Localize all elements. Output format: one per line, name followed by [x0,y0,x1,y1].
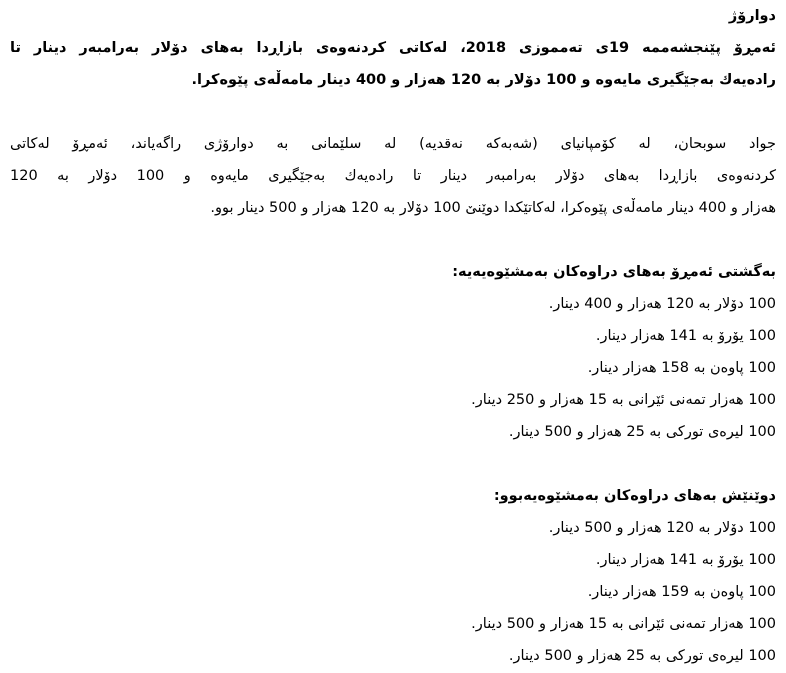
yesterday-rate-item: 100 هەزار تمەنی ئێرانی بە 15 هەزار و 500 دینار. [471,616,776,632]
lead-line-1: ئەمڕۆ پێنجشەممە 19ی تەمموزی 2018، لەکاتی کردنەوەی بازاڕدا بەهای دۆلار بەرامبەر دینار تا [10,40,776,56]
yesterday-rates-heading: دوێنێش بەهای دراوەکان بەمشێوەیەبوو: [493,488,776,504]
today-rate-item: 100 یۆرۆ بە 141 هەزار دینار. [595,328,776,344]
yesterday-rate-item: 100 لیرەی تورکی بە 25 هەزار و 500 دینار. [508,648,776,664]
yesterday-rate-item: 100 دۆلار بە 120 هەزار و 500 دینار. [548,520,776,536]
yesterday-rate-item: 100 یۆرۆ بە 141 هەزار دینار. [595,552,776,568]
today-rates-heading: بەگشتی ئەمڕۆ بەهای دراوەکان بەمشێوەیەیە: [452,264,776,280]
body-line-1: جواد سوبحان، لە کۆمپانیای (شەبەکە نەقدیە) لە سلێمانی بە دوارۆژی راگەیاند، ئەمڕۆ لەکاتی [10,136,776,152]
yesterday-rate-item: 100 پاوەن بە 159 هەزار دینار. [587,584,776,600]
body-line-2: کردنەوەی بازاڕدا بەهای دۆلار بەرامبەر دینار تا رادەیەك بەجێگیری مایەوە و 100 دۆلار بە 120 [10,168,776,184]
today-rate-item: 100 هەزار تمەنی ئێرانی بە 15 هەزار و 250 دینار. [471,392,776,408]
lead-line-2: رادەیەك بەجێگیری مایەوە و 100 دۆلار بە 120 هەزار و 400 دینار مامەڵەی پێوەکرا. [191,72,776,88]
today-rate-item: 100 دۆلار بە 120 هەزار و 400 دینار. [548,296,776,312]
today-rate-item: 100 پاوەن بە 158 هەزار دینار. [587,360,776,376]
article-title: دوارۆژ [728,8,776,24]
today-rate-item: 100 لیرەی تورکی بە 25 هەزار و 500 دینار. [508,424,776,440]
body-line-3: هەزار و 400 دینار مامەڵەی پێوەکرا، لەکاتێکدا دوێنێ 100 دۆلار بە 120 هەزار و 500 دینار بوو. [210,200,776,216]
